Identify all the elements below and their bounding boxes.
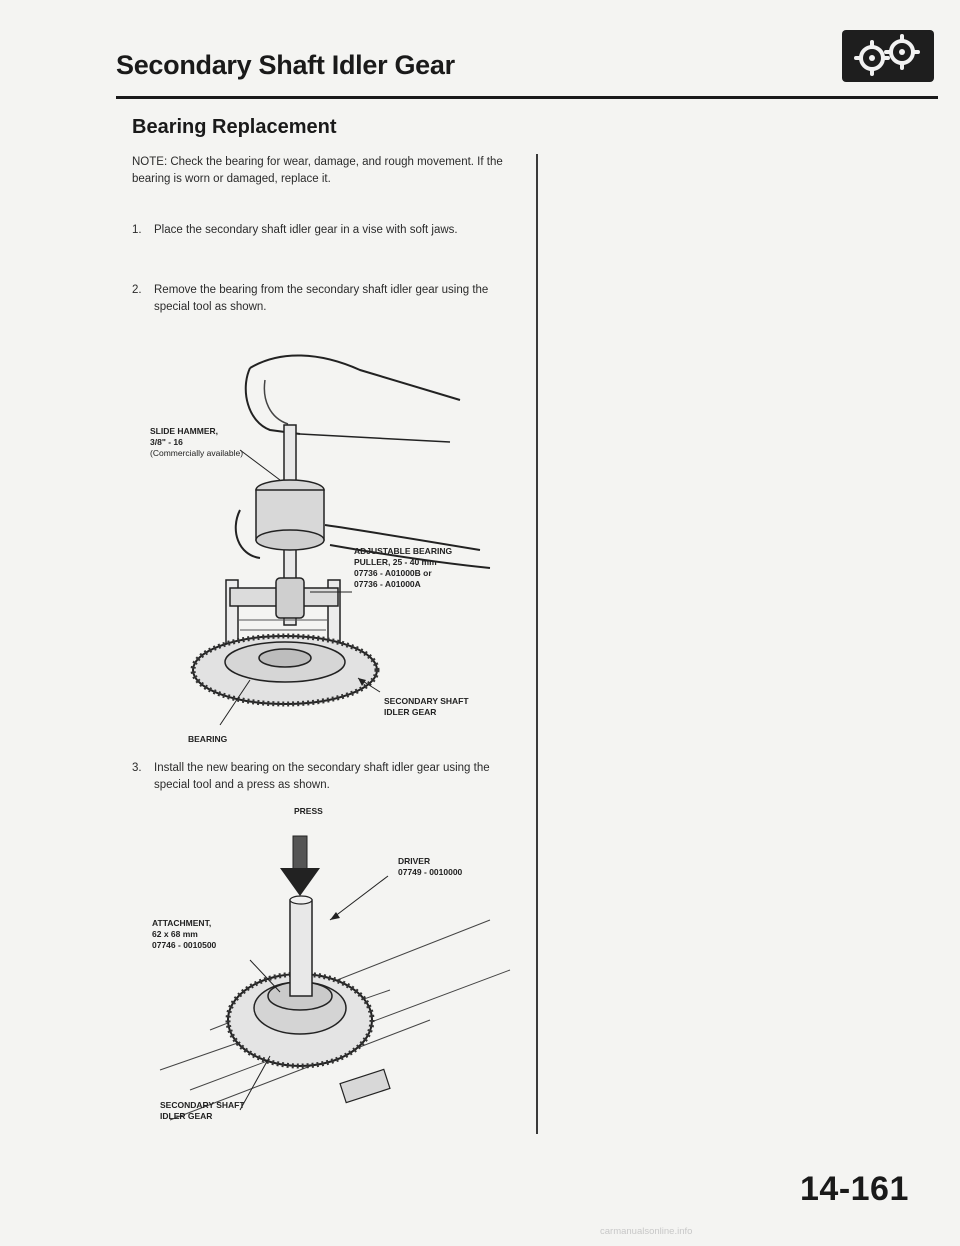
footer-watermark: carmanualsonline.info	[600, 1226, 693, 1237]
callout-line: 07736 - A01000A	[354, 579, 421, 589]
callout-line: 62 x 68 mm	[152, 929, 198, 939]
callout-line: 07746 - 0010500	[152, 940, 217, 950]
column-divider	[536, 154, 538, 1134]
page-number: 14-161	[800, 1170, 909, 1208]
callout-line: 3/8" - 16	[150, 437, 183, 447]
callout-line: IDLER GEAR	[384, 707, 437, 717]
driver-callout	[398, 856, 462, 878]
callout-line: SECONDARY SHAFT	[160, 1100, 245, 1110]
bearing-callout: BEARING	[188, 734, 228, 744]
callout-line: ATTACHMENT,	[152, 918, 212, 928]
step-2	[132, 282, 508, 316]
attachment-callout	[152, 918, 216, 951]
callout-line: PULLER, 25 - 40 mm	[354, 557, 437, 567]
page-title: Secondary Shaft Idler Gear	[116, 50, 455, 80]
press-label: PRESS	[294, 806, 323, 816]
callout-line: IDLER GEAR	[160, 1111, 213, 1121]
idler-gear-callout	[384, 696, 469, 718]
callout-line: SLIDE HAMMER,	[150, 426, 218, 436]
note-text: NOTE: Check the bearing for wear, damage, and rough movement. If the bearing is worn or damaged, replace it.	[132, 156, 503, 185]
gears-logo-icon	[842, 30, 934, 82]
title-rule	[116, 96, 938, 99]
callout-line: SECONDARY SHAFT	[384, 696, 469, 706]
callout-line: 07749 - 0010000	[398, 867, 463, 877]
step-number: 3.	[132, 762, 142, 774]
callout-line: ADJUSTABLE BEARING	[354, 546, 453, 556]
step-1	[132, 222, 508, 239]
callout-line: DRIVER	[398, 856, 431, 866]
callout-line: (Commercially available)	[150, 448, 244, 458]
bearing-removal-illustration	[130, 330, 510, 730]
slide-hammer-callout	[150, 426, 243, 459]
bearing-puller-callout	[354, 546, 452, 590]
step-3	[132, 760, 508, 794]
step-text: Place the secondary shaft idler gear in a vise with soft jaws.	[154, 224, 458, 236]
step-number: 1.	[132, 224, 142, 236]
step-number: 2.	[132, 284, 142, 296]
callout-line: 07736 - A01000B or	[354, 568, 432, 578]
section-title: Bearing Replacement	[132, 116, 337, 138]
step-text: Install the new bearing on the secondary shaft idler gear using the special tool and a press as shown.	[154, 762, 490, 791]
step-text: Remove the bearing from the secondary shaft idler gear using the special tool as shown.	[154, 284, 489, 313]
idler-gear-callout-2	[160, 1100, 245, 1122]
